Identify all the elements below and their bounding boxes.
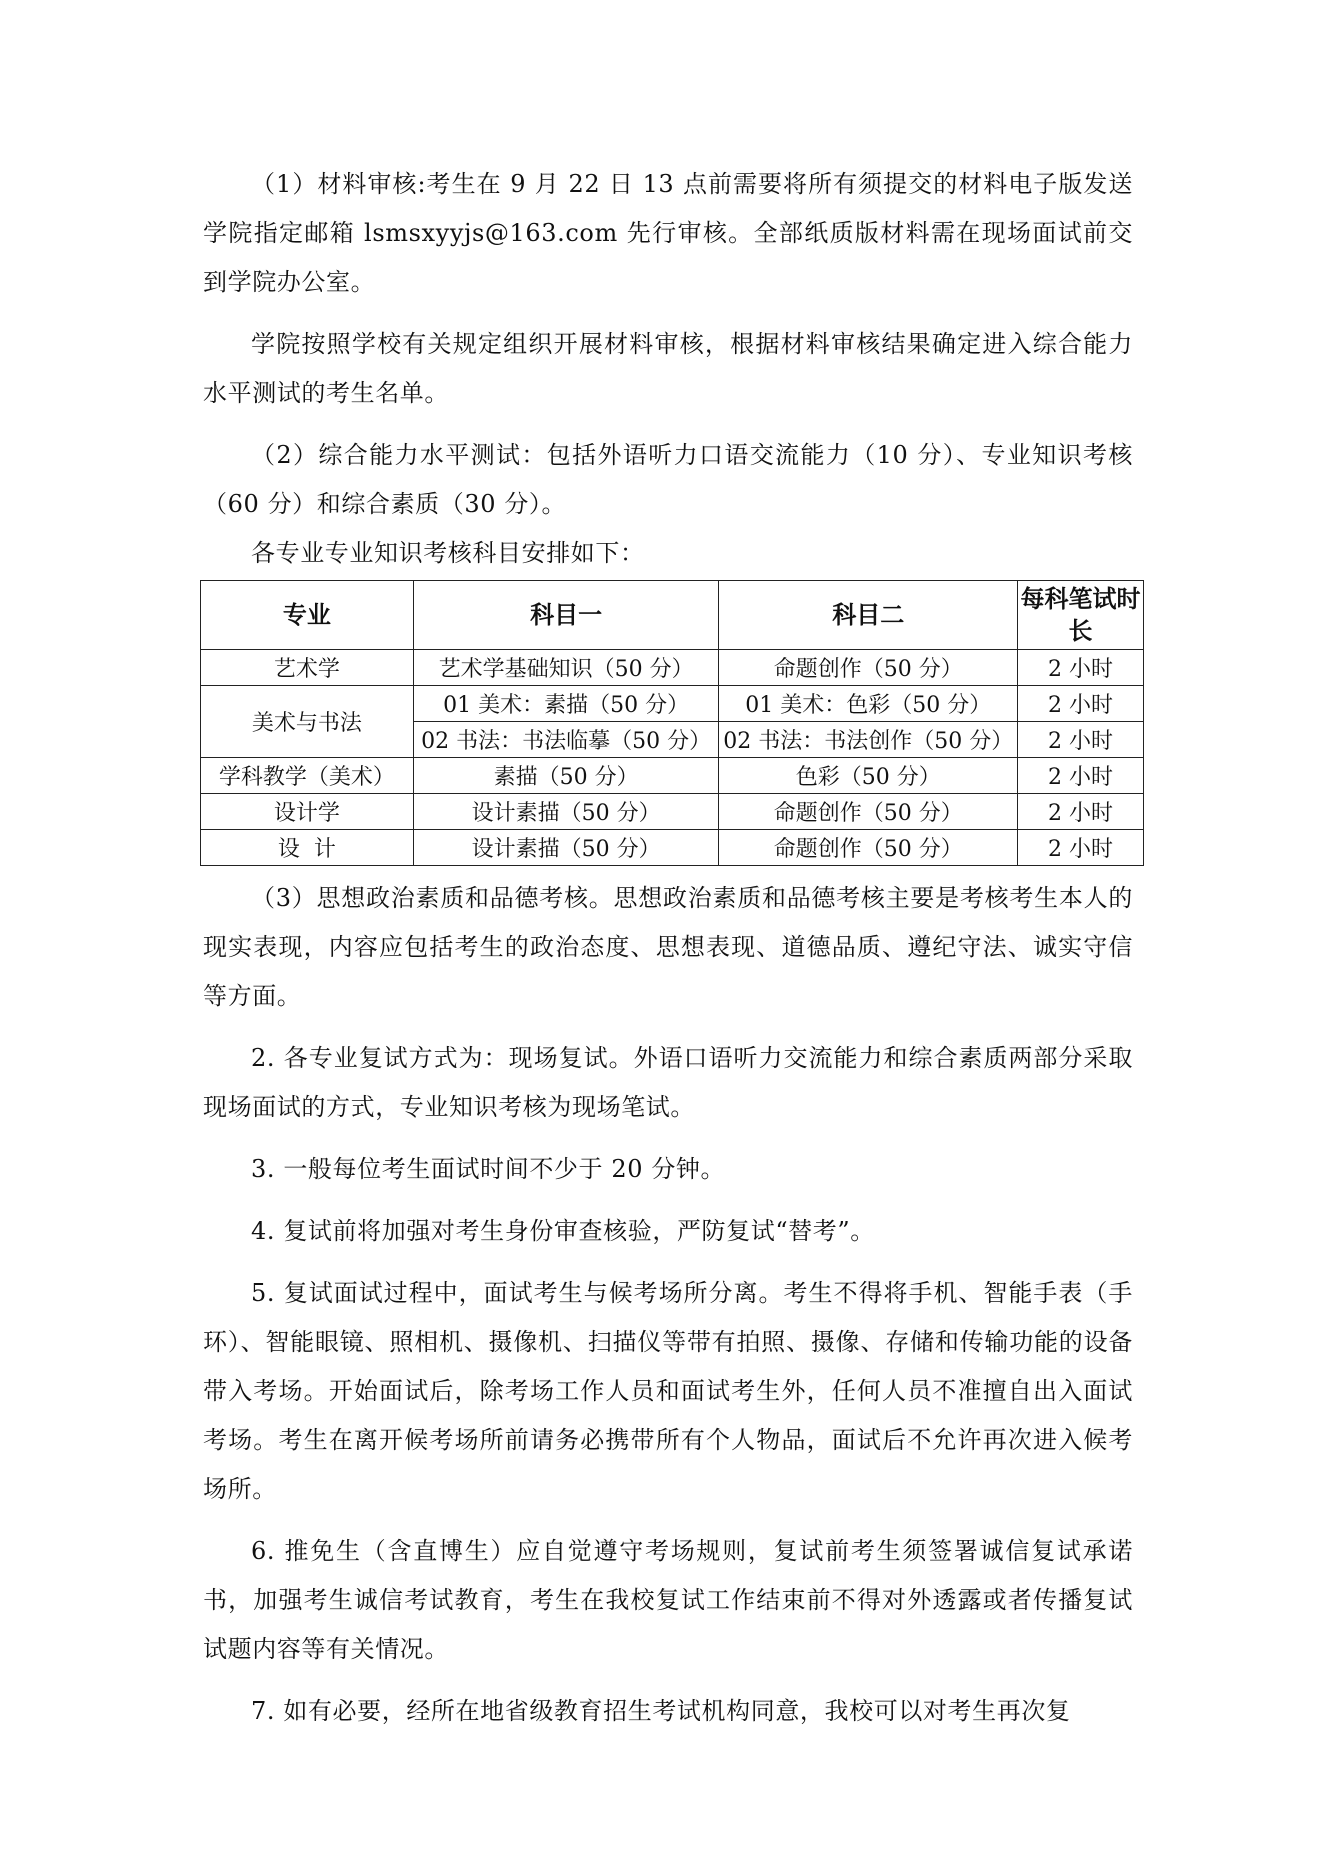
- table-row: [201, 686, 1144, 722]
- cell-subject-one: 设计素描（50 分）: [413, 794, 719, 830]
- paragraph-interview-time: 3. 一般每位考生面试时间不少于 20 分钟。: [251, 1155, 726, 1183]
- table-row: [201, 758, 1144, 794]
- text-block-bottom: [203, 874, 1133, 1736]
- paragraph-recheck: 7. 如有必要，经所在地省级教育招生考试机构同意，我校可以对考生再次复: [251, 1697, 1071, 1725]
- cell-duration: 2 小时: [1018, 830, 1144, 866]
- cell-subject-two: 02 书法：书法创作（50 分）: [719, 722, 1018, 758]
- cell-subject-one: 02 书法：书法临摹（50 分）: [413, 722, 719, 758]
- cell-subject-two: 命题创作（50 分）: [719, 830, 1018, 866]
- cell-duration: 2 小时: [1018, 758, 1144, 794]
- header-subject-one: 科目一: [413, 581, 719, 650]
- cell-subject-two: 命题创作（50 分）: [719, 794, 1018, 830]
- paragraph-exam-rules: 5. 复试面试过程中，面试考生与候考场所分离。考生不得将手机、智能手表（手环）、智能眼镜、照相机、摄像机、扫描仪等带有拍照、摄像、存储和传输功能的设备带入考场。开始面试后，除考场工作人员和面试考生外，任何人员不准擅自出入面试考场。考生在离开候考场所前请务必携带所有个人物品，面试后不允许再次进入候考场所。: [203, 1279, 1133, 1503]
- cell-subject-one: 素描（50 分）: [413, 758, 719, 794]
- cell-subject-one: 艺术学基础知识（50 分）: [413, 650, 719, 686]
- text-block-top: [203, 160, 1133, 578]
- cell-subject-one: 设计素描（50 分）: [413, 830, 719, 866]
- subject-table: [200, 580, 1144, 866]
- header-major: 专业: [201, 581, 414, 650]
- cell-major: 设计学: [201, 794, 414, 830]
- cell-subject-two: 01 美术：色彩（50 分）: [719, 686, 1018, 722]
- cell-duration: 2 小时: [1018, 794, 1144, 830]
- paragraph-table-intro: 各专业专业知识考核科目安排如下：: [251, 539, 645, 567]
- cell-major: 艺术学: [201, 650, 414, 686]
- cell-subject-two: 命题创作（50 分）: [719, 650, 1018, 686]
- cell-major: 美术与书法: [201, 686, 414, 758]
- paragraph-political-review: （3）思想政治素质和品德考核。思想政治素质和品德考核主要是考核考生本人的现实表现，内容应包括考生的政治态度、思想表现、道德品质、遵纪守法、诚实守信等方面。: [203, 884, 1133, 1010]
- cell-subject-one: 01 美术：素描（50 分）: [413, 686, 719, 722]
- paragraph-material-review: （1）材料审核:考生在 9 月 22 日 13 点前需要将所有须提交的材料电子版发送学院指定邮箱 lsmsxyyjs@163.com 先行审核。全部纸质版材料需在现场面试前交到学院办公室。: [203, 170, 1133, 296]
- table-row: [201, 794, 1144, 830]
- cell-major: 学科教学（美术）: [201, 758, 414, 794]
- table-header-row: [201, 581, 1144, 650]
- table-row: [201, 830, 1144, 866]
- header-subject-two: 科目二: [719, 581, 1018, 650]
- cell-duration: 2 小时: [1018, 686, 1144, 722]
- paragraph-retest-method: 2. 各专业复试方式为：现场复试。外语口语听力交流能力和综合素质两部分采取现场面试的方式，专业知识考核为现场笔试。: [203, 1044, 1133, 1121]
- cell-duration: 2 小时: [1018, 722, 1144, 758]
- table-row: [201, 650, 1144, 686]
- cell-duration: 2 小时: [1018, 650, 1144, 686]
- paragraph-integrity: 6. 推免生（含直博生）应自觉遵守考场规则，复试前考生须签署诚信复试承诺书，加强考生诚信考试教育，考生在我校复试工作结束前不得对外透露或者传播复试试题内容等有关情况。: [203, 1537, 1133, 1663]
- header-duration: 每科笔试时长: [1018, 581, 1144, 650]
- paragraph-review-process: 学院按照学校有关规定组织开展材料审核，根据材料审核结果确定进入综合能力水平测试的考生名单。: [203, 330, 1133, 407]
- cell-subject-two: 色彩（50 分）: [719, 758, 1018, 794]
- paragraph-comprehensive-test: （2）综合能力水平测试：包括外语听力口语交流能力（10 分）、专业知识考核（60 分）和综合素质（30 分）。: [203, 441, 1133, 518]
- paragraph-identity-check: 4. 复试前将加强对考生身份审查核验，严防复试“替考”。: [251, 1217, 875, 1245]
- cell-major: 设 计: [201, 830, 414, 866]
